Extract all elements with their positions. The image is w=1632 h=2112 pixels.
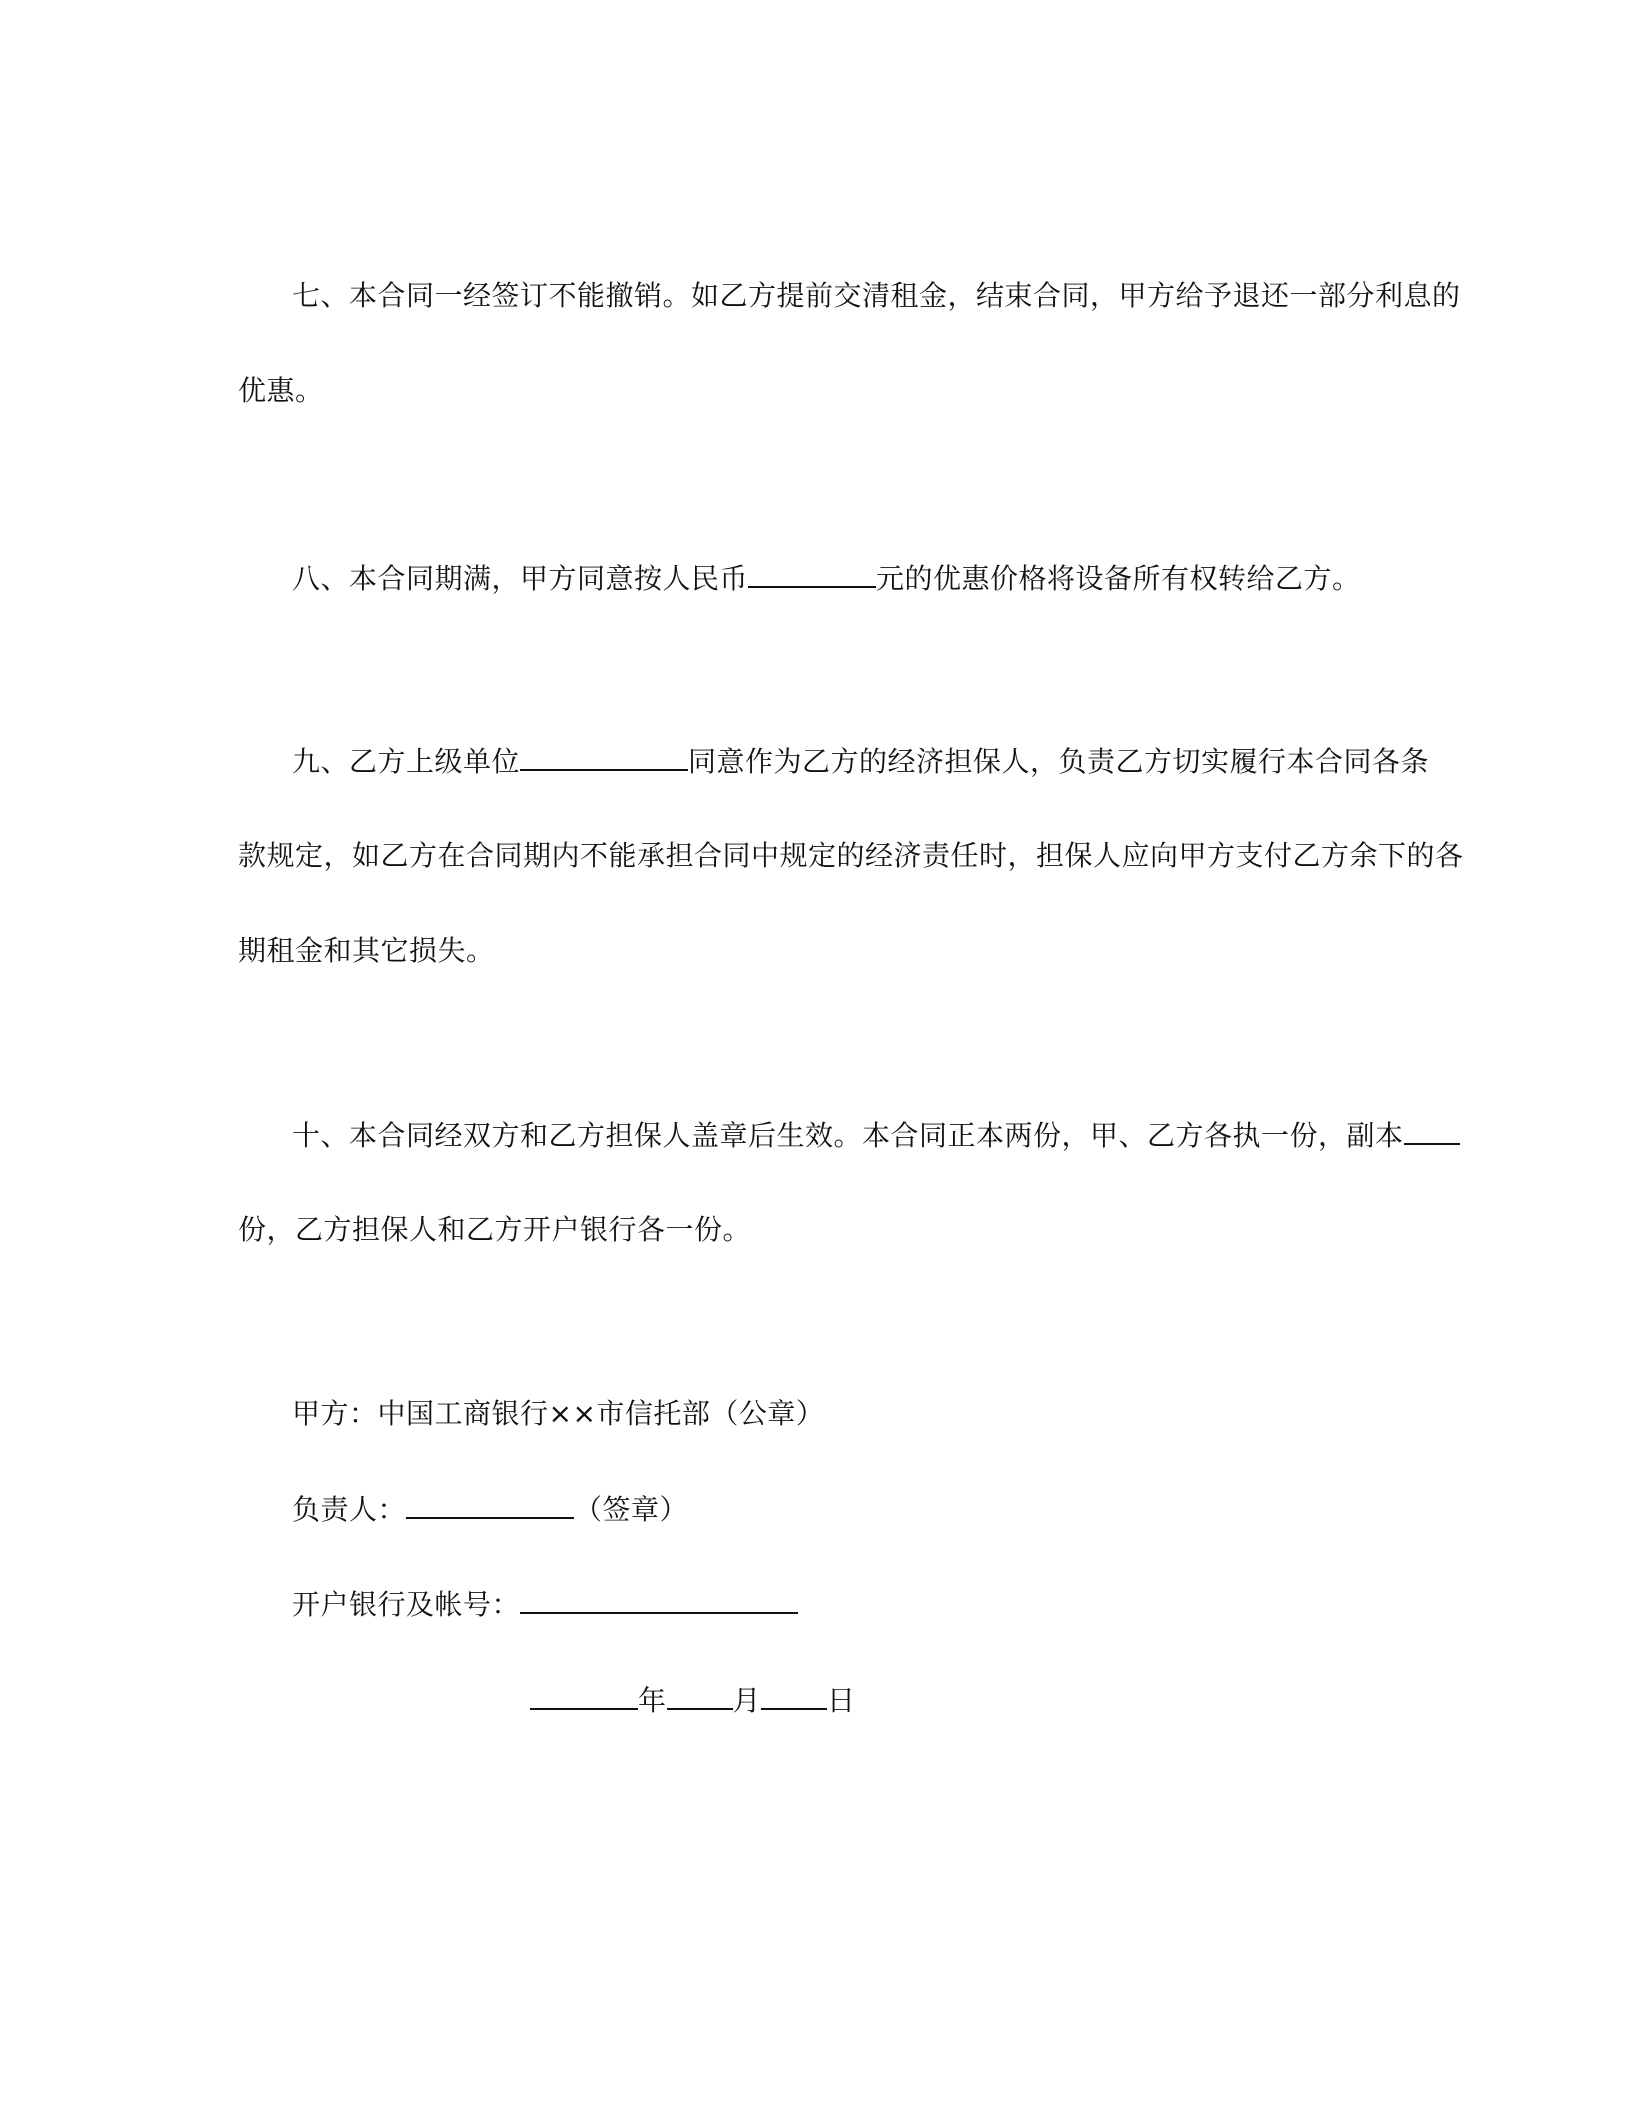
clause-8-text-after: 元的优惠价格将设备所有权转给乙方。: [876, 562, 1361, 595]
clause-9-text-before: 九、乙方上级单位: [292, 745, 521, 778]
party-a-line: 甲方：中国工商银行××市信托部（公章）: [292, 1397, 825, 1430]
guarantor-unit-blank: [520, 743, 688, 771]
year-blank: [530, 1682, 638, 1710]
month-label: 月: [732, 1684, 762, 1717]
bank-label: 开户银行及帐号：: [292, 1588, 521, 1621]
date-line: [530, 1682, 856, 1719]
day-blank: [761, 1682, 827, 1710]
bank-account-blank: [520, 1586, 798, 1614]
clause-10-line-1: [292, 1117, 1460, 1154]
clause-7-line-2: 优惠。: [238, 374, 324, 407]
seal-note: （签章）: [574, 1493, 689, 1526]
clause-7-line-1: 七、本合同一经签订不能撤销。如乙方提前交清租金，结束合同，甲方给予退还一部分利息的: [292, 279, 1461, 312]
month-blank: [667, 1682, 733, 1710]
clause-8-text-before: 八、本合同期满，甲方同意按人民币: [292, 562, 749, 595]
responsible-label: 负责人：: [292, 1493, 407, 1526]
responsible-blank: [406, 1491, 574, 1519]
clause-9-line-3: 期租金和其它损失。: [238, 934, 495, 967]
clause-8: [292, 560, 1361, 597]
year-label: 年: [638, 1684, 667, 1717]
bank-account-line: [292, 1586, 798, 1623]
amount-blank: [748, 560, 876, 588]
day-label: 日: [827, 1684, 856, 1717]
clause-10-line-2: 份，乙方担保人和乙方开户银行各一份。: [238, 1213, 752, 1246]
clause-9-text-after: 同意作为乙方的经济担保人，负责乙方切实履行本合同各条: [688, 745, 1430, 778]
clause-9-line-2: 款规定，如乙方在合同期内不能承担合同中规定的经济责任时，担保人应向甲方支付乙方余下的各: [238, 839, 1464, 872]
copies-blank: [1404, 1117, 1460, 1145]
responsible-person-line: [292, 1491, 688, 1528]
clause-10-text: 十、本合同经双方和乙方担保人盖章后生效。本合同正本两份，甲、乙方各执一份，副本: [292, 1119, 1404, 1152]
clause-9-line-1: [292, 743, 1429, 780]
